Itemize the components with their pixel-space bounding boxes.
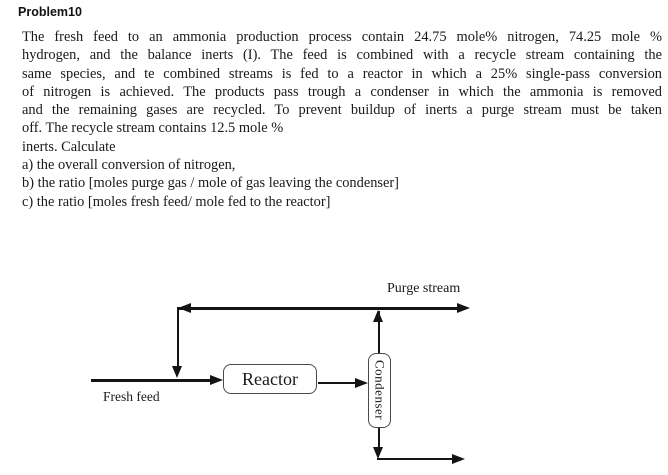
condenser-box <box>368 353 391 428</box>
product-arrow-icon <box>452 454 465 464</box>
fresh-feed-label: Fresh feed <box>103 389 160 404</box>
paragraph-line: same species, and te combined streams is fed to a reactor in which a 25% single-pass conversion <box>22 65 662 82</box>
paragraph-line: off. The recycle stream contains 12.5 mole % <box>22 120 284 137</box>
reactor-box <box>223 364 317 394</box>
product-outlet-line <box>377 458 453 460</box>
recycle-down-line <box>177 307 179 367</box>
purge-arrow-icon <box>457 303 470 313</box>
purge-stream-label: Purge stream <box>387 281 461 296</box>
recycle-arrow-icon <box>178 303 191 313</box>
feed-arrow-icon <box>210 375 223 385</box>
question-b: b) the ratio [moles purge gas / mole of gas leaving the condenser] <box>22 175 399 192</box>
condenser-inlet-arrow-icon <box>355 378 368 388</box>
condenser-label: Condenser <box>372 360 388 421</box>
problem-title: Problem10 <box>18 5 82 19</box>
fresh-feed-line <box>91 379 210 382</box>
paragraph-line: The fresh feed to an ammonia production process contain 24.75 mole% nitrogen, 74.25 mole % <box>22 29 662 45</box>
reactor-outlet-line <box>318 382 356 384</box>
problem-text <box>22 28 662 211</box>
paragraph-line: inerts. Calculate <box>22 138 116 155</box>
condenser-up-arrow-icon <box>373 310 383 322</box>
paragraph-line: hydrogen, and the balance inerts (I). The feed is combined with a recycle stream containing the <box>22 47 662 64</box>
question-a: a) the overall conversion of nitrogen, <box>22 157 236 174</box>
paragraph-line: and the remaining gases are recycled. To prevent buildup of inerts a purge stream must be taken <box>22 102 662 119</box>
condenser-bottom-line <box>378 428 380 449</box>
paragraph-line: of nitrogen is achieved. The products pass trough a condenser in which the ammonia is removed <box>22 83 662 100</box>
recycle-down-arrow-icon <box>172 366 182 378</box>
recycle-purge-line <box>178 307 460 310</box>
question-c: c) the ratio [moles fresh feed/ mole fed to the reactor] <box>22 193 331 210</box>
reactor-label: Reactor <box>242 368 298 389</box>
